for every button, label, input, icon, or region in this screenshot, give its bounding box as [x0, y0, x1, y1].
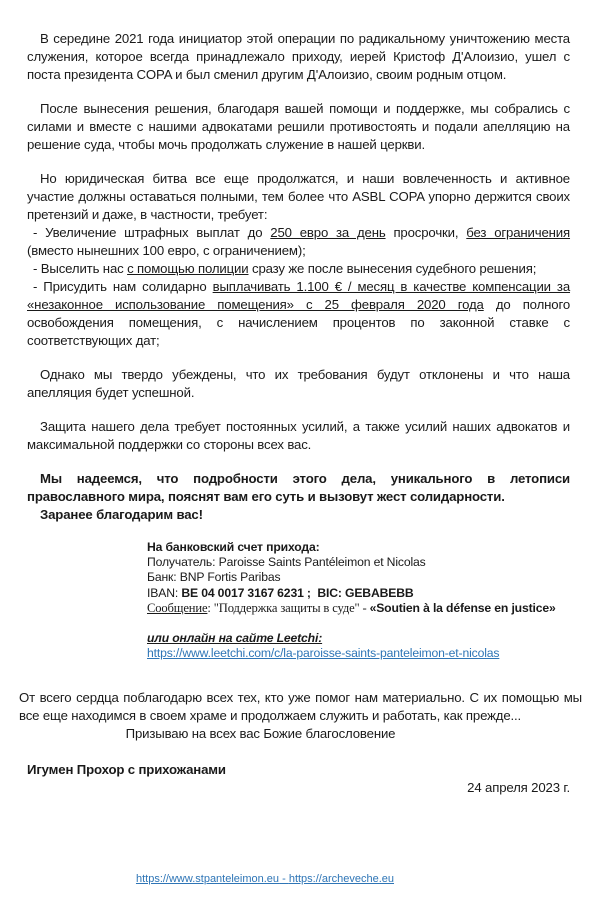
demand-text: - Присудить нам солидарно	[33, 279, 213, 294]
bank-message	[147, 601, 570, 616]
demand-text: просрочки,	[385, 225, 467, 240]
paragraph-confidence: Однако мы твердо убеждены, что их требования будут отклонены и что наша апелляция будет успешной.	[27, 367, 570, 400]
message-text: : "Поддержка защиты в суде" -	[207, 600, 370, 615]
paragraph-thanks-advance: Заранее благодарим вас!	[40, 507, 203, 522]
demands-list	[27, 224, 570, 350]
demand-text: сразу же после вынесения судебного решения;	[248, 261, 537, 276]
bank-iban	[147, 586, 570, 601]
demand-underlined-amount: 250 евро за день	[270, 225, 386, 240]
demand-item-eviction	[27, 260, 570, 278]
demand-item-penalty	[27, 224, 570, 260]
paragraph-appeal: После вынесения решения, благодаря вашей помощи и поддержке, мы собрались с силами и вместе с нашими адвокатами решили противостоять и подали апелляцию на решение суда, чтобы мочь продолжать служение в нашей церкви.	[27, 101, 570, 152]
paragraph-gratitude: От всего сердца поблагодарю всех тех, кто уже помог нам материально. С их помощью мы все еще находимся в своем храме и продолжаем служить и работать, как прежде...	[19, 690, 582, 724]
bank-details	[147, 540, 570, 661]
blessing-line: Призываю на всех вас Божие благословение	[125, 726, 396, 742]
demand-item-compensation	[27, 278, 570, 350]
bank-name: Банк: BNP Fortis Paribas	[147, 570, 281, 585]
demand-underlined-payment: выплачивать 1.100 € / месяц в качестве компенсации за «незаконное использование помещения» с 25 февраля 2020 года	[27, 279, 571, 312]
footer-link-separator: -	[279, 873, 289, 885]
paragraph-defense: Защита нашего дела требует постоянных усилий, а также усилий наших адвокатов и максимальной поддержки со стороны всех вас.	[27, 419, 570, 452]
date-line: 24 апреля 2023 г.	[467, 780, 570, 796]
paragraph-hope: Мы надеемся, что подробности этого дела, уникального в летописи православного мира, пояснят вам его суть и вызовут жест солидарности.	[27, 471, 570, 504]
bank-title: На банковский счет прихода:	[147, 540, 320, 554]
demand-text: (вместо нынешних 100 евро, с ограничением);	[27, 243, 306, 258]
demand-text: до полного освобождения помещения, с начислением процентов по законной ставке с соответствующих дат;	[27, 297, 570, 348]
leetchi-label: или онлайн на сайте Leetchi:	[147, 631, 323, 646]
message-french: «Soutien à la défense en justice»	[369, 600, 556, 615]
message-label: Сообщение	[147, 600, 208, 615]
footer-links	[0, 872, 600, 886]
demand-text: - Увеличение штрафных выплат до	[33, 225, 271, 240]
leetchi-link[interactable]: https://www.leetchi.com/c/la-paroisse-saints-panteleimon-et-nicolas	[147, 646, 500, 661]
demand-underlined-nolimit: без ограничения	[466, 225, 571, 240]
paragraph-intro: В середине 2021 года инициатор этой операции по радикальному уничтожению места служения, которое всегда принадлежало приходу, иерей Кристоф Д'Алоизио, ушел с поста президента COPA и был сменил другим Д'Алоизио, своим родным отцом.	[27, 31, 570, 82]
iban-label: IBAN:	[147, 585, 182, 600]
bank-recipient: Получатель: Paroisse Saints Pantéleimon et Nicolas	[147, 555, 426, 570]
site-link-archeveche[interactable]: https://archeveche.eu	[288, 873, 395, 885]
iban-value: BE 04 0017 3167 6231 ; BIC: GEBABEBB	[181, 585, 414, 600]
demand-text: - Выселить нас	[33, 261, 128, 276]
site-link-parish[interactable]: https://www.stpanteleimon.eu	[135, 873, 280, 885]
demand-underlined-police: с помощью полиции	[127, 261, 249, 276]
spacer	[147, 616, 570, 631]
paragraph-legal-battle: Но юридическая битва все еще продолжатся, и наши вовлеченность и активное участие должны оставаться полными, тем более что ASBL COPA упорно держится своих претензий и даже, в частности, требует:	[27, 171, 570, 222]
signature-line: Игумен Прохор с прихожанами	[27, 762, 226, 778]
